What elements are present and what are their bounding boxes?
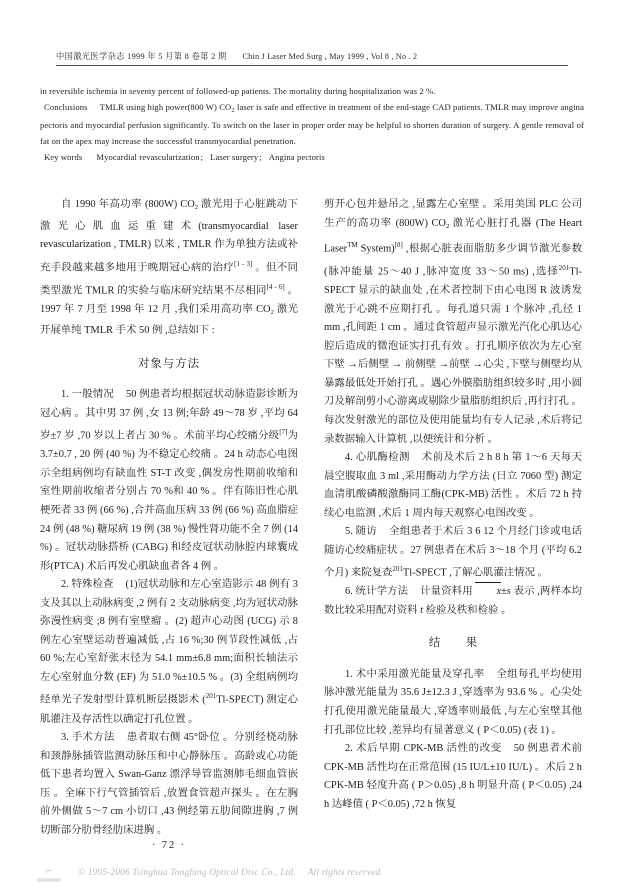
cont-text-a: 剪开心包并悬吊之 ,显露左心室壁 。采用美国 PLC 公司生产的高功率 (800W) CO	[324, 199, 582, 229]
intro-text-d: 。1997 年 7 月至 1998 年 12 月 ,我们采用高功率 CO	[40, 285, 299, 315]
keyword-item: Laser surgery	[210, 152, 259, 162]
conclusions-label: Conclusions	[44, 101, 88, 112]
co2-subscript: 2	[445, 222, 450, 230]
footer-bar	[0, 862, 623, 892]
isotope-superscript: 201	[205, 692, 217, 701]
item-text: 术前及术后 2 h 8 h 第 1～6 天每天晨空腹取血 3 ml ,采用酶动力学方法 (日立 7060 型) 测定血清肌酸磷酸激酶同工酶(CPK-MB) 活性 。术后 72 h 持续心电监测 ,术后 1 周内每天观察心电图改变 。	[324, 452, 582, 519]
co2-subscript: 2	[270, 308, 274, 316]
item-label: 2. 术后早期 CPK-MB 活性的改变	[345, 743, 502, 755]
copyright-notice	[78, 868, 383, 878]
item-text-a: 计量资料用	[420, 586, 476, 598]
conclusions-text-a: TMLR using high power(800 W) CO	[99, 101, 232, 112]
right-column	[324, 196, 582, 814]
keyword-separator: ;	[200, 152, 204, 162]
isotope-superscript: 201	[558, 264, 570, 273]
methods-item-special-exam	[40, 576, 298, 729]
citation-ref: [7]	[279, 428, 288, 437]
item-text: 50 例患者术前 CPK-MB 活性均在正常范围 (15 IU/L±10 IU/L) 。术后 2 h CPK-MB 轻度升高 ( P＞0.05) ,8 h 明显升高 ( P＜0.05) ,24 h 达峰值 ( P＜0.05) ,72 h 恢复	[324, 743, 582, 810]
keywords-line	[44, 150, 584, 164]
item-text-b: Tl-SPECT) 测定心肌灌注及存活性以确定打孔位置 。	[40, 694, 298, 725]
cnki-logo-icon	[36, 864, 62, 886]
running-head-chinese: 中国激光医学杂志 1999 年 5 月第 8 卷第 2 期	[56, 52, 227, 61]
item-text-a: 50 例患者均根据冠状动脉造影诊断为冠心病 。其中男 37 例 ,女 13 例;年龄 49～78 岁 ,平均 64 岁±7 岁 ,70 岁以上者占 30 % 。术前平均心绞痛分级	[40, 389, 298, 442]
introduction-paragraph	[40, 196, 298, 341]
keyword-item: Angina pectoris	[268, 152, 325, 162]
item-text: 全组每孔平均使用脉冲激光能量为 35.6 J±12.3 J ,穿透率为 93.6 % 。心尖处打孔使用激光能量最大 ,穿透率则最低 ,与左心室壁其他打孔部位比较 ,差异均有显著意义 ( P＜0.05) (表 1) 。	[324, 668, 583, 736]
item-label: 4. 心肌酶检测	[345, 452, 410, 464]
item-label: 1. 术中采用激光能量及穿孔率	[345, 668, 485, 680]
citation-ref: [4 - 6]	[266, 282, 285, 291]
co2-subscript: 2	[194, 204, 199, 211]
item-text-a: 全组患者于术后 3 6 12 个月经门诊或电话随访心绞痛症状 。27 例患者在术后 3～18 个月 (平均 6.2 个月) 来院复查	[324, 526, 583, 579]
section-heading-methods: 对象与方法	[138, 357, 200, 370]
logo-glyph: ⌐	[45, 863, 53, 878]
cont-text-c: System)	[357, 243, 395, 255]
cont-text-e: Tl-SPECT 显示的缺血处 ,在术者控制下由心电图 R 波诱发激光于心跳不应期打孔 。每孔道只需 1 个脉冲 ,孔径 1 mm ,孔间距 1 cm 。通过食管超声显示激光汽化心肌达心腔后造成的微泡证实打孔有效 。打孔顺序依次为左心室下壁 →后侧壁 → 前侧壁 →前壁 →心尖 ,下壁与侧壁均从暴露最低处开始打孔 。遇心外膜脂肪组织较多时 ,用小圆刀及解剖剪小心游离或剔除少量脂肪组织后 ,再行打孔 。每次发射激光的部位及使用能量均有专人记录 ,术后将记录数据输入计算机 ,以便统计和分析 。	[324, 266, 582, 445]
rights-text: All rights reserved.	[307, 868, 383, 878]
intro-text-c: 。但不同类型激光 TMLR 的实验与临床研究结果不尽相同	[40, 262, 299, 297]
item-text-a: (1)冠状动脉和左心室造影示 48 例有 3 支及其以上动脉病变 ,2 例有 2 支动脉病变 ,均为冠状动脉弥漫性病变 ;8 例有室壁瘤 。(2) 超声心动图 (UCG) 示 8 例左心室壁运动普遍减低 ,占 16 %;30 例节段性减低 ,占 60 %;左心室舒张末径为 54.1 mm±6.8 mm;面积长轴法示左心室射血分数 (EF) 为 51.0 %±10.5 % 。(3) 全组病例均经单光子发射型计算机断层摄影术 (	[40, 579, 298, 706]
result-item-cpkmb	[324, 740, 582, 814]
intro-text-e: 激光开展单纯 TMLR 手术 50 例 ,总结如下 :	[40, 303, 298, 337]
intro-text-a: 自 1990 年高功率 (800W) CO	[61, 199, 195, 210]
abstract-continuation	[40, 84, 584, 149]
t-test-symbol: t	[420, 604, 424, 616]
methods-item-enzyme	[324, 449, 582, 523]
cont-text-b: 激光心脏打孔器 (The Heart Laser	[324, 217, 582, 255]
item-label: 5. 随访	[345, 526, 378, 538]
section-heading-results: 结 果	[428, 637, 485, 650]
keyword-separator: ;	[259, 152, 262, 162]
copyright-text: © 1995-2006 Tsinghua Tongfang Optical Disc Co., Ltd.	[78, 868, 296, 878]
citation-ref: [1 - 3]	[234, 259, 253, 268]
item-text: 患者取右侧 45°卧位 。分别经桡动脉和颈静脉插管监测动脉压和中心静脉压 。高龄或心功能低下患者均置入 Swan-Ganz 漂浮导管监测肺毛细血管嵌压 。全麻下行气管插管后 ,放置食管超声探头 。在左胸前外侧做 5～7 cm 小切口 ,43 例经第五肋间隙进胸 ,7 例切断部分肋骨经肋床进胸 。	[40, 732, 299, 836]
item-label: 1. 一般情况	[61, 389, 114, 401]
methods-item-statistics	[324, 583, 582, 620]
result-item-energy	[324, 666, 582, 740]
isotope-superscript: 201	[392, 565, 403, 574]
keyword-item: Myocardial revascularization	[96, 152, 200, 162]
cont-text-d: ,根据心脏表面脂肪多少调节激光参数 (脉冲能量 25～40 J ,脉冲宽度 33～50 ms) ,选择	[324, 243, 582, 278]
methods-item-surgical	[40, 729, 298, 840]
item-text-b: Tl-SPECT ,了解心肌灌注情况 。	[402, 567, 548, 579]
abstract-conclusions	[40, 100, 584, 150]
item-label: 6. 统计学方法	[345, 586, 409, 598]
co2-subscript: 2	[231, 106, 235, 114]
methods-item-general	[40, 386, 298, 576]
sd-symbol: s	[506, 586, 511, 598]
left-column	[40, 196, 298, 840]
surgical-method-continuation	[324, 196, 582, 449]
trademark-superscript: TM	[347, 241, 358, 250]
intro-text-b: 激光用于心脏跳动下激光心肌血运重建术(transmyocardial laser revascularization , TMLR) 以来 , TMLR 作为单独方法或补充手段越来越多地用于晚期冠心病的治疗	[40, 199, 298, 274]
item-label: 3. 手术方法	[61, 732, 115, 744]
item-text-b: ±	[501, 586, 507, 598]
page-number: · 72 ·	[151, 840, 187, 851]
keywords-label: Key words	[44, 152, 83, 162]
item-label: 2. 特殊检查	[61, 579, 114, 591]
running-head	[56, 50, 568, 66]
conclusions-text-b: laser is safe and effective in treatment of the end-stage CAD patients. TMLR may improve angina pectoris and myocardial perfusion significantly. To switch on the laser in proper order may be helpful to shorten duration of surgery. A gentle removal of fat on the apex may increase the successful transmyocardial penetration.	[40, 101, 584, 146]
citation-ref: [8]	[394, 241, 403, 250]
abstract-line-results: in reversible ischemia in seventy percent of followed-up patients. The mortality during hospitalization was 2 %.	[40, 86, 436, 96]
running-head-english: Chin J Laser Med Surg , May 1999 , Vol 8 , No . 2	[242, 52, 418, 61]
item-text-d: 检验及秩和检验 。	[423, 604, 512, 616]
logo-caption: www.cnki.net	[38, 878, 60, 882]
item-text-c: 表示 ,两样本均数比较采用配对资料	[324, 586, 582, 616]
item-text-b: 为 3.7±0.7 , 20 例 (40 %) 为不稳定心绞痛 。24 h 动态心电图示全组病例均有缺血性 ST-T 改变 ,偶发房性期前收缩和室性期前收缩者分别占 70 %和 40 % 。伴有陈旧性心肌梗死者 33 例 (66 %) ,合并高血压病 33 例 (66 %) 高血脂症 24 例 (48 %) 糖尿病 19 例 (38 %) 慢性肾功能不全 7 例 (14 %) 。冠状动脉搭桥 (CABG) 和经皮冠状动脉腔内球囊成形(PTCA) 术后再发心肌缺血者各 4 例 。	[40, 430, 299, 572]
mean-xbar-symbol: x	[475, 583, 501, 602]
methods-item-followup	[324, 523, 582, 583]
